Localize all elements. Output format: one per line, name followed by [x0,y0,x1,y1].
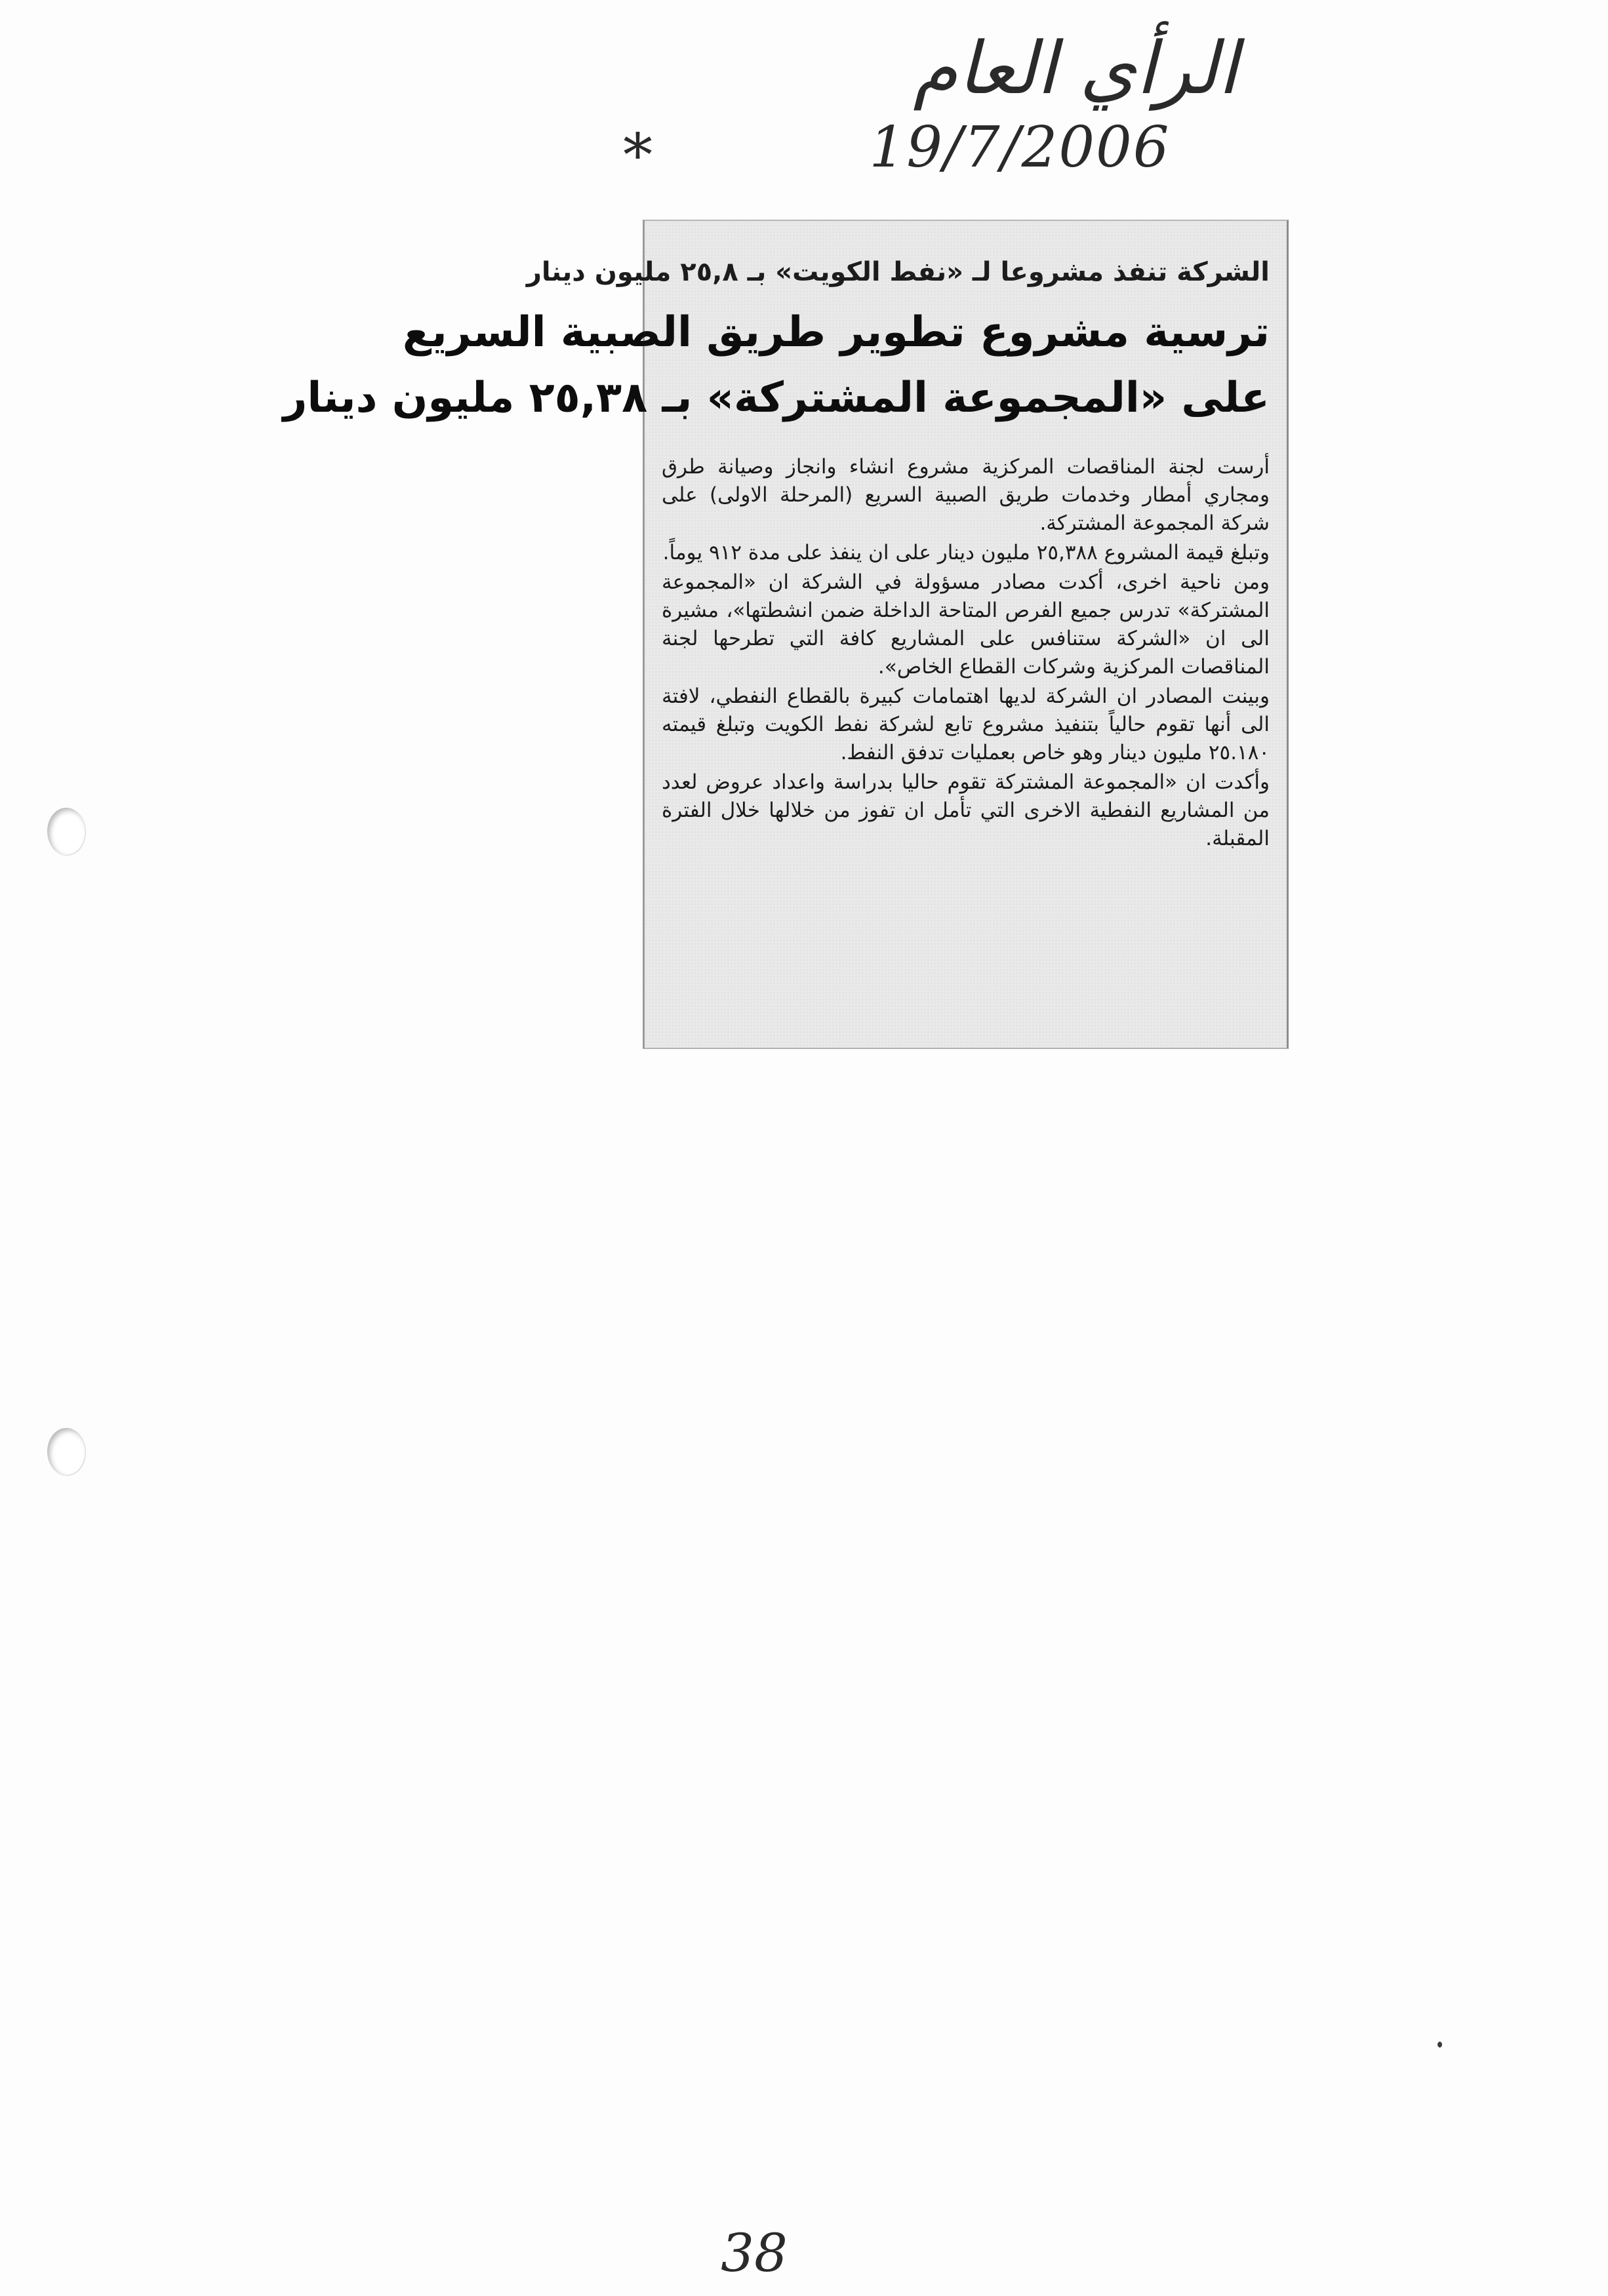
article-paragraph-2: وتبلغ قيمة المشروع ٢٥,٣٨٨ مليون دينار على ان ينفذ على مدة ٩١٢ يوماً. [662,541,1270,564]
article-paragraph-3: ومن ناحية اخرى، أكدت مصادر مسؤولة في الشركة ان «المجموعة المشتركة» تدرس جميع الفرص المتاحة الداخلة ضمن انشطتها»، مشيرة الى ان «الشركة ستنافس على المشاريع كافة التي تطرحها لجنة المناقصات المركزية وشركات القطاع الخاص». [662,570,1270,679]
headline-line-1: ترسية مشروع تطوير طريق الصبية السريع [402,308,1270,357]
handwritten-asterisk: * [623,121,653,190]
handwritten-page-number: 38 [721,2223,788,2284]
punch-hole-bottom [47,1428,85,1475]
article-paragraph-4: وبينت المصادر ان الشركة لديها اهتمامات كبيرة بالقطاع النفطي، لافتة الى أنها تقوم حالياً بتنفيذ مشروع تابع لشركة نفط الكويت وتبلغ قيمته ٢٥.١٨٠ مليون دينار وهو خاص بعمليات تدفق النفط. [662,684,1270,764]
handwritten-newspaper-name: الرأي العام [913,26,1238,110]
headline-line-2: على «المجموعة المشتركة» بـ ٢٥,٣٨ مليون دينار [283,374,1270,422]
article-paragraph-1: أرست لجنة المناقصات المركزية مشروع انشاء وانجاز وصيانة طرق ومجاري أمطار وخدمات طريق الصبية السريع (المرحلة الاولى) على شركة المجموعة المشتركة. [662,455,1270,535]
newspaper-clipping [283,220,1289,1049]
punch-hole-top [47,808,85,855]
article-headline [283,300,1270,431]
ink-speck [1437,2042,1442,2048]
article-kicker: الشركة تنفذ مشروعا لـ «نفط الكويت» بـ ٢٥,٨ مليون دينار [526,257,1270,287]
article-paragraph-5: وأكدت ان «المجموعة المشتركة تقوم حاليا بدراسة واعداد عروض لعدد من المشاريع النفطية الاخرى التي تأمل ان تفوز من خلالها خلال الفترة المقبلة. [662,770,1270,850]
handwritten-date: 19/7/2006 [869,115,1171,180]
